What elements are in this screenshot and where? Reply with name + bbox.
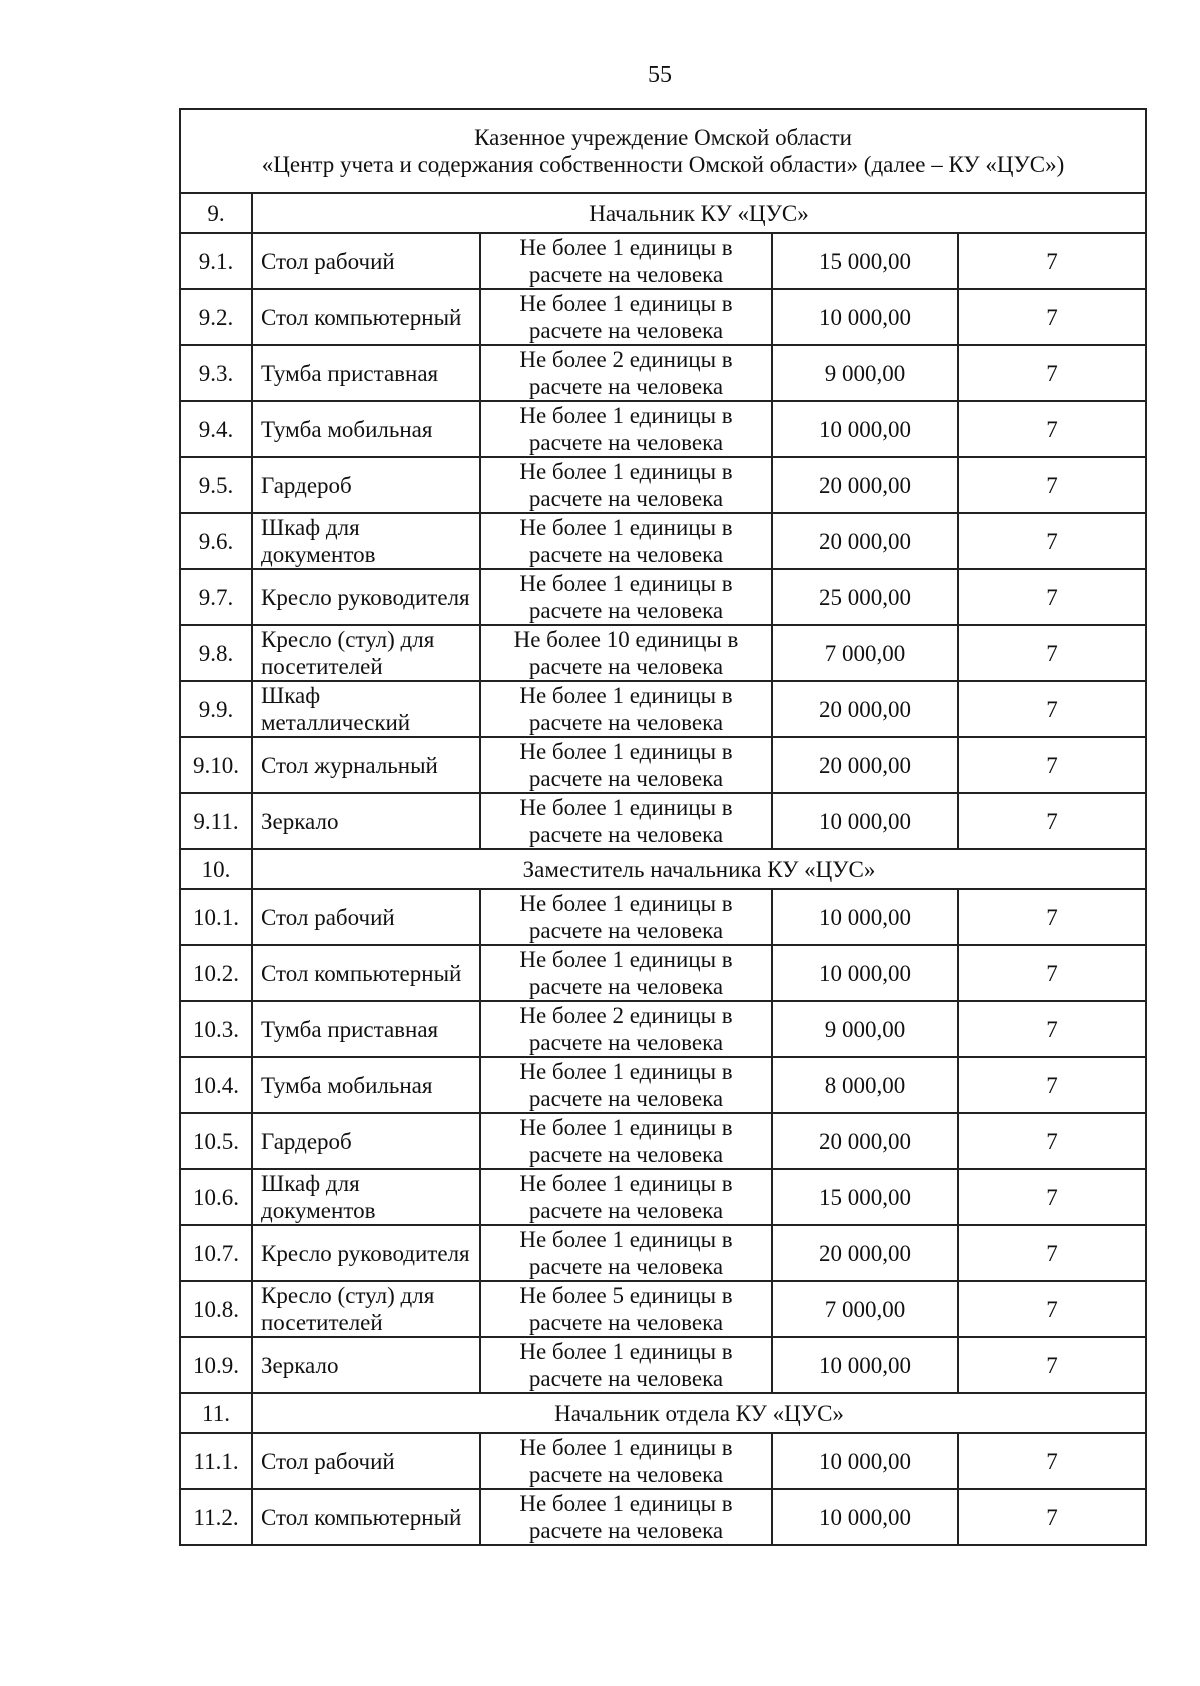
item-number: 10.1. (180, 889, 252, 945)
item-price: 20 000,00 (772, 1113, 958, 1169)
item-quantity-norm: Не более 10 единицы в расчете на человека (480, 625, 772, 681)
item-number: 10.3. (180, 1001, 252, 1057)
item-number: 11.1. (180, 1433, 252, 1489)
table-row (180, 1001, 1146, 1057)
item-price: 15 000,00 (772, 1169, 958, 1225)
item-quantity-norm: Не более 1 единицы в расчете на человека (480, 945, 772, 1001)
table-row (180, 1169, 1146, 1225)
item-service-life: 7 (958, 345, 1146, 401)
item-price: 9 000,00 (772, 1001, 958, 1057)
item-price: 10 000,00 (772, 1433, 958, 1489)
item-name: Стол рабочий (252, 1433, 480, 1489)
item-service-life: 7 (958, 1113, 1146, 1169)
item-number: 9.1. (180, 233, 252, 289)
item-price: 10 000,00 (772, 1337, 958, 1393)
item-price: 7 000,00 (772, 625, 958, 681)
item-quantity-norm: Не более 1 единицы в расчете на человека (480, 457, 772, 513)
table-row (180, 401, 1146, 457)
item-service-life: 7 (958, 233, 1146, 289)
item-service-life: 7 (958, 1225, 1146, 1281)
item-service-life: 7 (958, 1337, 1146, 1393)
item-price: 20 000,00 (772, 513, 958, 569)
item-name: Зеркало (252, 793, 480, 849)
table-row (180, 737, 1146, 793)
section-number: 9. (180, 193, 252, 233)
item-name: Шкаф для документов (252, 1169, 480, 1225)
section-title: Заместитель начальника КУ «ЦУС» (252, 849, 1146, 889)
item-number: 9.5. (180, 457, 252, 513)
section-header-row (180, 849, 1146, 889)
item-name: Тумба мобильная (252, 1057, 480, 1113)
item-quantity-norm: Не более 1 единицы в расчете на человека (480, 513, 772, 569)
item-name: Стол рабочий (252, 889, 480, 945)
table-row (180, 569, 1146, 625)
item-service-life: 7 (958, 889, 1146, 945)
item-number: 10.7. (180, 1225, 252, 1281)
item-service-life: 7 (958, 681, 1146, 737)
item-price: 8 000,00 (772, 1057, 958, 1113)
item-number: 9.7. (180, 569, 252, 625)
item-name: Кресло руководителя (252, 1225, 480, 1281)
item-name: Стол компьютерный (252, 289, 480, 345)
item-quantity-norm: Не более 2 единицы в расчете на человека (480, 1001, 772, 1057)
item-service-life: 7 (958, 569, 1146, 625)
item-price: 20 000,00 (772, 737, 958, 793)
table-body (180, 109, 1146, 1545)
item-price: 10 000,00 (772, 289, 958, 345)
item-name: Тумба приставная (252, 1001, 480, 1057)
section-header-row (180, 193, 1146, 233)
item-quantity-norm: Не более 1 единицы в расчете на человека (480, 793, 772, 849)
item-name: Зеркало (252, 1337, 480, 1393)
item-service-life: 7 (958, 457, 1146, 513)
table-row (180, 233, 1146, 289)
table-row (180, 793, 1146, 849)
table-row (180, 945, 1146, 1001)
item-price: 10 000,00 (772, 889, 958, 945)
item-number: 10.4. (180, 1057, 252, 1113)
section-title: Начальник отдела КУ «ЦУС» (252, 1393, 1146, 1433)
organization-header-cell (180, 109, 1146, 193)
item-quantity-norm: Не более 1 единицы в расчете на человека (480, 681, 772, 737)
item-price: 7 000,00 (772, 1281, 958, 1337)
item-quantity-norm: Не более 1 единицы в расчете на человека (480, 1225, 772, 1281)
table-row (180, 681, 1146, 737)
item-number: 9.8. (180, 625, 252, 681)
item-quantity-norm: Не более 1 единицы в расчете на человека (480, 1433, 772, 1489)
item-service-life: 7 (958, 513, 1146, 569)
item-number: 10.5. (180, 1113, 252, 1169)
item-quantity-norm: Не более 1 единицы в расчете на человека (480, 1113, 772, 1169)
item-number: 10.6. (180, 1169, 252, 1225)
organization-header-row (180, 109, 1146, 193)
item-quantity-norm: Не более 5 единицы в расчете на человека (480, 1281, 772, 1337)
item-price: 10 000,00 (772, 793, 958, 849)
item-service-life: 7 (958, 1001, 1146, 1057)
item-service-life: 7 (958, 401, 1146, 457)
table-row (180, 1225, 1146, 1281)
table-row (180, 889, 1146, 945)
item-name: Тумба приставная (252, 345, 480, 401)
item-number: 9.6. (180, 513, 252, 569)
item-quantity-norm: Не более 1 единицы в расчете на человека (480, 889, 772, 945)
item-service-life: 7 (958, 1489, 1146, 1545)
item-price: 9 000,00 (772, 345, 958, 401)
item-number: 10.8. (180, 1281, 252, 1337)
item-quantity-norm: Не более 1 единицы в расчете на человека (480, 1057, 772, 1113)
item-number: 9.2. (180, 289, 252, 345)
item-quantity-norm: Не более 1 единицы в расчете на человека (480, 289, 772, 345)
item-quantity-norm: Не более 2 единицы в расчете на человека (480, 345, 772, 401)
item-quantity-norm: Не более 1 единицы в расчете на человека (480, 1489, 772, 1545)
item-name: Шкаф металлический (252, 681, 480, 737)
item-price: 10 000,00 (772, 1489, 958, 1545)
item-service-life: 7 (958, 289, 1146, 345)
item-name: Стол рабочий (252, 233, 480, 289)
item-name: Кресло руководителя (252, 569, 480, 625)
item-name: Стол компьютерный (252, 1489, 480, 1545)
organization-name-line2: «Центр учета и содержания собственности Омской области» (далее – КУ «ЦУС») (261, 152, 1065, 177)
item-number: 10.9. (180, 1337, 252, 1393)
furniture-norms-table (179, 108, 1147, 1546)
item-price: 20 000,00 (772, 457, 958, 513)
item-service-life: 7 (958, 1281, 1146, 1337)
item-name: Кресло (стул) для посетителей (252, 1281, 480, 1337)
item-price: 20 000,00 (772, 1225, 958, 1281)
item-price: 10 000,00 (772, 945, 958, 1001)
table-row (180, 1057, 1146, 1113)
item-service-life: 7 (958, 945, 1146, 1001)
item-quantity-norm: Не более 1 единицы в расчете на человека (480, 1337, 772, 1393)
item-price: 10 000,00 (772, 401, 958, 457)
item-number: 10.2. (180, 945, 252, 1001)
item-service-life: 7 (958, 1169, 1146, 1225)
table-row (180, 345, 1146, 401)
section-title: Начальник КУ «ЦУС» (252, 193, 1146, 233)
item-quantity-norm: Не более 1 единицы в расчете на человека (480, 569, 772, 625)
table-row (180, 1337, 1146, 1393)
item-price: 15 000,00 (772, 233, 958, 289)
item-number: 9.9. (180, 681, 252, 737)
item-name: Гардероб (252, 1113, 480, 1169)
item-name: Стол журнальный (252, 737, 480, 793)
organization-name-line1: Казенное учреждение Омской области (474, 125, 852, 150)
table-row (180, 1489, 1146, 1545)
item-number: 11.2. (180, 1489, 252, 1545)
item-name: Шкаф для документов (252, 513, 480, 569)
item-name: Тумба мобильная (252, 401, 480, 457)
item-quantity-norm: Не более 1 единицы в расчете на человека (480, 401, 772, 457)
item-service-life: 7 (958, 625, 1146, 681)
item-number: 9.10. (180, 737, 252, 793)
item-price: 25 000,00 (772, 569, 958, 625)
table-row (180, 625, 1146, 681)
item-service-life: 7 (958, 793, 1146, 849)
table-row (180, 289, 1146, 345)
item-quantity-norm: Не более 1 единицы в расчете на человека (480, 737, 772, 793)
table-row (180, 513, 1146, 569)
item-name: Стол компьютерный (252, 945, 480, 1001)
item-name: Гардероб (252, 457, 480, 513)
item-number: 9.3. (180, 345, 252, 401)
item-number: 9.11. (180, 793, 252, 849)
page-number: 55 (648, 62, 672, 88)
item-service-life: 7 (958, 1433, 1146, 1489)
table-row (180, 457, 1146, 513)
item-quantity-norm: Не более 1 единицы в расчете на человека (480, 1169, 772, 1225)
section-header-row (180, 1393, 1146, 1433)
table-row (180, 1433, 1146, 1489)
table-row (180, 1281, 1146, 1337)
item-quantity-norm: Не более 1 единицы в расчете на человека (480, 233, 772, 289)
section-number: 11. (180, 1393, 252, 1433)
item-price: 20 000,00 (772, 681, 958, 737)
section-number: 10. (180, 849, 252, 889)
item-service-life: 7 (958, 1057, 1146, 1113)
item-number: 9.4. (180, 401, 252, 457)
item-name: Кресло (стул) для посетителей (252, 625, 480, 681)
table-row (180, 1113, 1146, 1169)
item-service-life: 7 (958, 737, 1146, 793)
